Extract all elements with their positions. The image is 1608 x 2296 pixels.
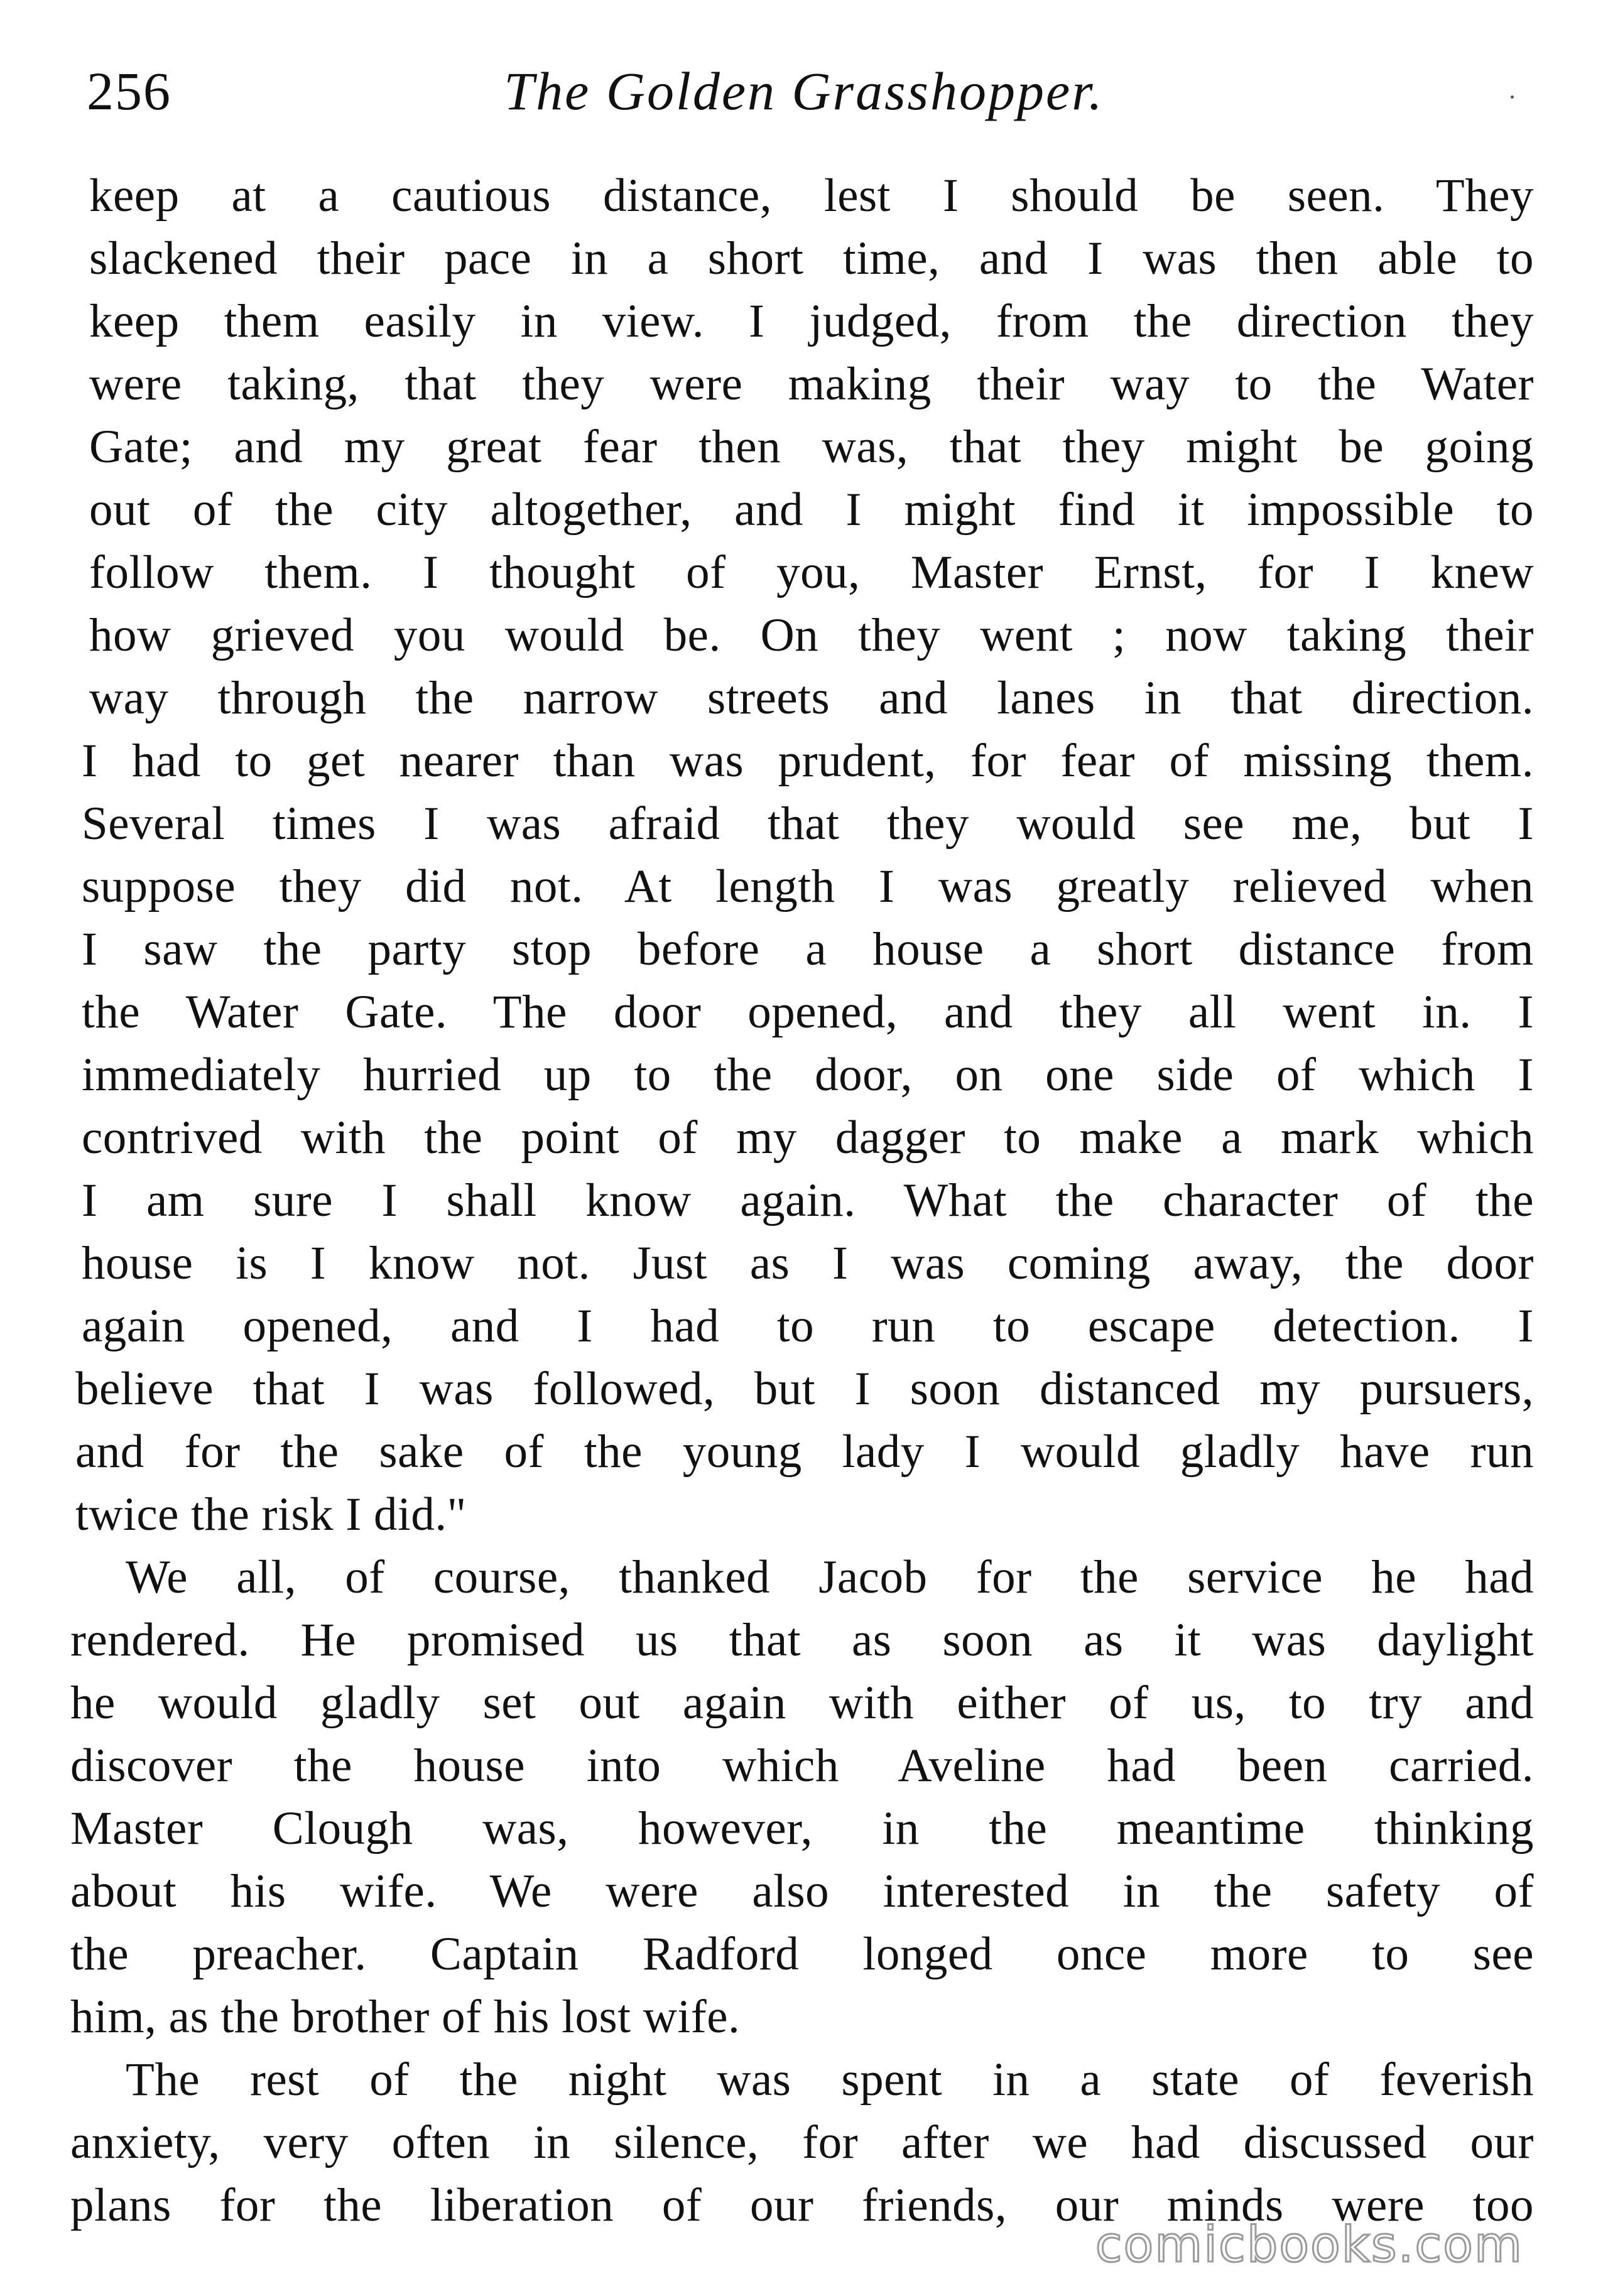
text-line: house is I know not. Just as I was coming away, the door — [82, 1237, 1534, 1289]
text-line: he would gladly set out again with either of us, to try and — [70, 1677, 1534, 1729]
watermark: comicbooks.com — [1095, 2217, 1523, 2273]
text-line: immediately hurried up to the door, on one side of which I — [82, 1049, 1534, 1101]
text-line: anxiety, very often in silence, for after we had discussed our — [70, 2116, 1534, 2169]
text-line: rendered. He promised us that as soon as it was daylight — [70, 1614, 1534, 1666]
text-line: again opened, and I had to run to escape detection. I — [82, 1300, 1534, 1352]
text-line: out of the city altogether, and I might find it impossible to — [89, 484, 1534, 536]
text-line: and for the sake of the young lady I would gladly have run — [75, 1426, 1534, 1478]
running-title: The Golden Grasshopper. — [504, 61, 1104, 121]
text-line: suppose they did not. At length I was greatly relieved when — [82, 860, 1534, 912]
text-line: how grieved you would be. On they went ; now taking their — [89, 609, 1534, 661]
text-line: discover the house into which Aveline had been carried. — [70, 1740, 1534, 1792]
print-speck — [1511, 95, 1514, 99]
text-line: the preacher. Captain Radford longed once more to see — [70, 1928, 1534, 1980]
text-line: about his wife. We were also interested in the safety of — [70, 1865, 1534, 1917]
paragraph-start-line: We all, of course, thanked Jacob for the service he had — [126, 1551, 1534, 1603]
text-line: the Water Gate. The door opened, and they all went in. I — [82, 986, 1534, 1038]
text-line: him, as the brother of his lost wife. — [70, 1991, 741, 2043]
body-text — [70, 165, 1534, 2237]
text-line: Gate; and my great fear then was, that they might be going — [89, 421, 1534, 473]
text-line: were taking, that they were making their way to the Water — [89, 358, 1534, 410]
text-line: way through the narrow streets and lanes in that direction. — [89, 672, 1534, 724]
text-line: keep them easily in view. I judged, from the direction they — [89, 295, 1534, 347]
text-line: Master Clough was, however, in the meantime thinking — [70, 1802, 1534, 1855]
text-line: follow them. I thought of you, Master Ernst, for I knew — [89, 546, 1534, 598]
text-line: I am sure I shall know again. What the character of the — [82, 1174, 1534, 1227]
text-line: contrived with the point of my dagger to make a mark which — [82, 1112, 1534, 1164]
text-line: I saw the party stop before a house a short distance from — [82, 923, 1534, 975]
text-line: twice the risk I did." — [75, 1488, 467, 1541]
text-line: plans for the liberation of our friends, our minds were too — [70, 2179, 1534, 2231]
page-number: 256 — [87, 61, 171, 121]
page-header — [75, 60, 1533, 135]
text-line: believe that I was followed, but I soon distanced my pursuers, — [75, 1363, 1534, 1415]
text-line: keep at a cautious distance, lest I should be seen. They — [89, 170, 1534, 222]
text-line: Several times I was afraid that they would see me, but I — [82, 798, 1534, 850]
paragraph-start-line: The rest of the night was spent in a state of feverish — [126, 2054, 1534, 2106]
text-line: slackened their pace in a short time, and I was then able to — [89, 232, 1534, 284]
text-line: I had to get nearer than was prudent, for fear of missing them. — [82, 735, 1534, 787]
